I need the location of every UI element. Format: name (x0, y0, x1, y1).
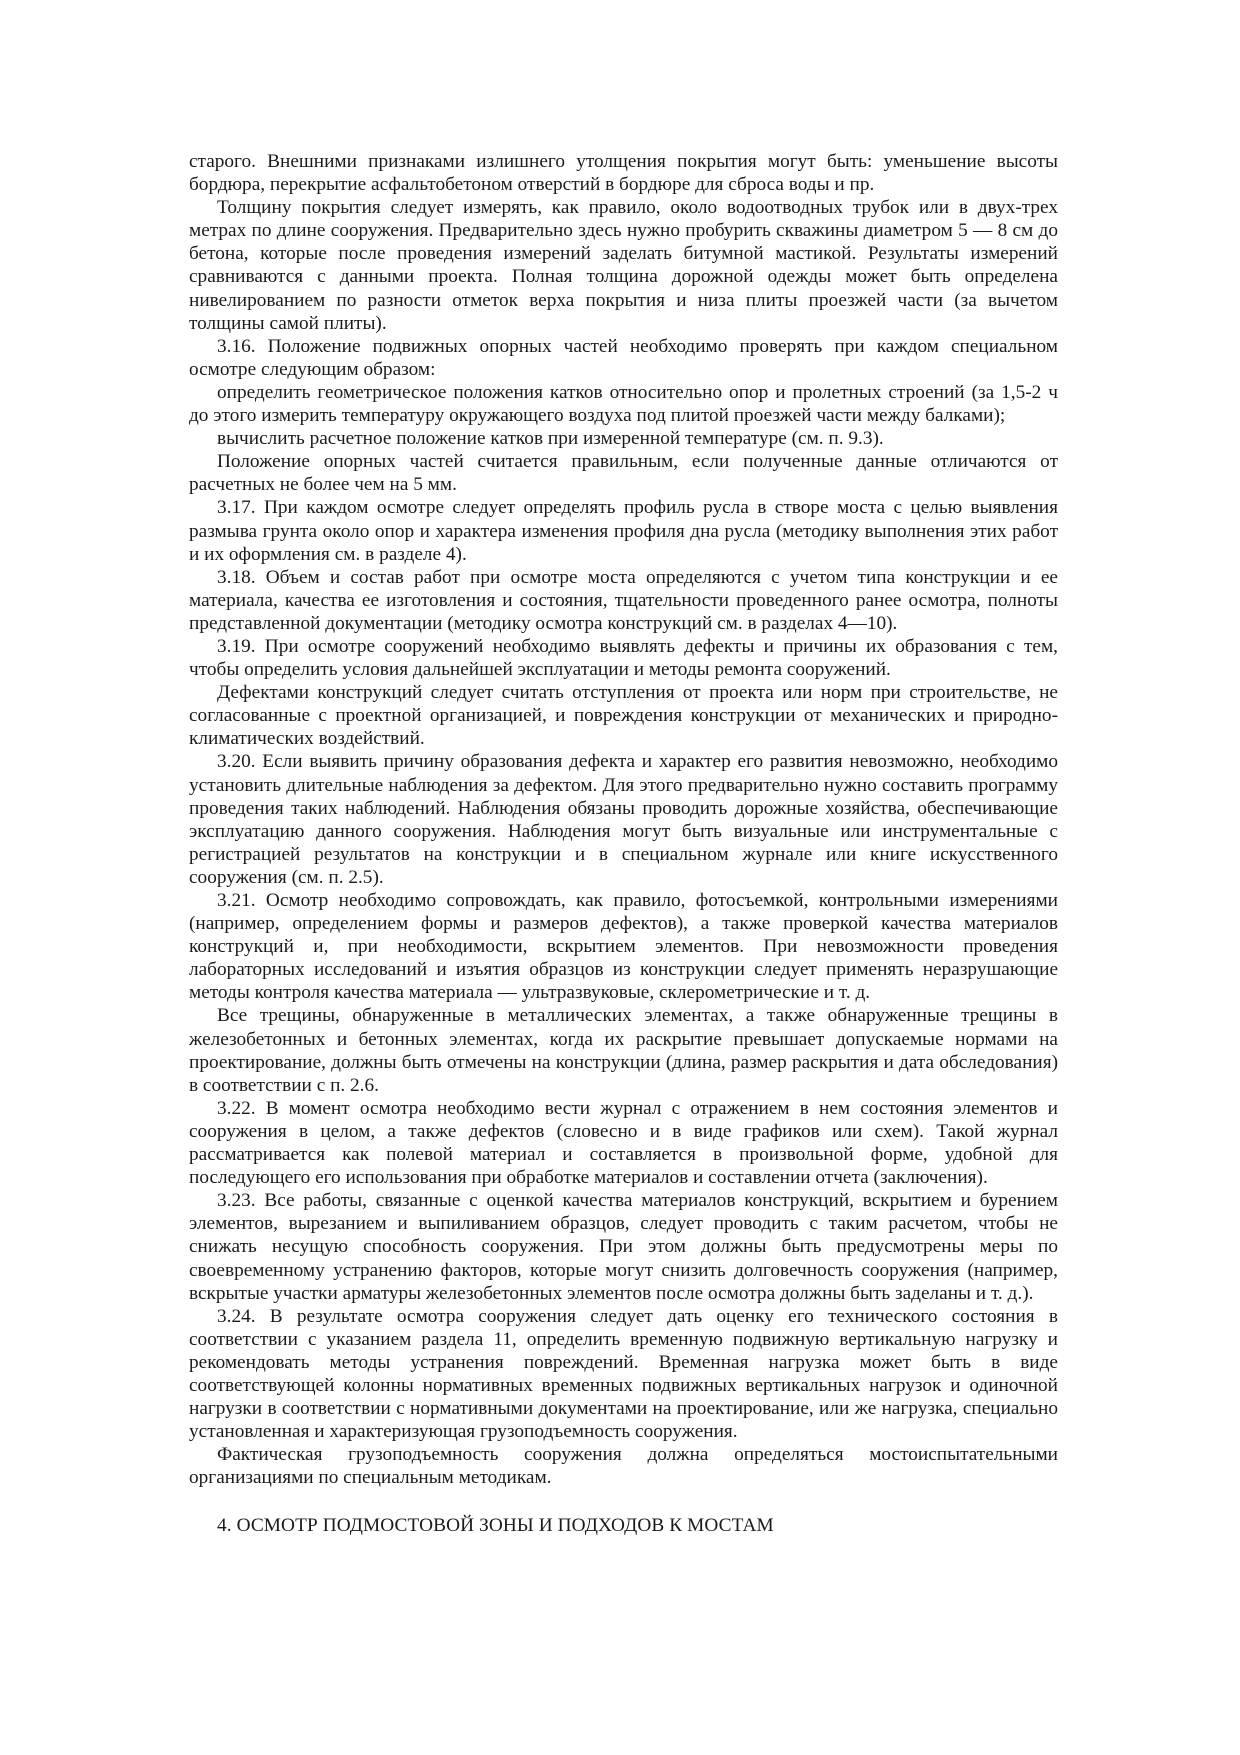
paragraph-3-18: 3.18. Объем и состав работ при осмотре моста определяются с учетом типа конструкции и ее материала, качества ее изготовления и состояния, тщательности проведенного ранее осмотра, полноты представленной документации (методику осмотра конструкций см. в разделах 4—10). (189, 566, 1058, 634)
paragraph-load-capacity: Фактическая грузоподъемность сооружения должна определяться мостоиспытательными организациями по специальным методикам. (189, 1444, 1058, 1489)
paragraph-bearing-position: Положение опорных частей считается правильным, если полученные данные отличаются от расчетных не более чем на 5 мм. (189, 451, 1058, 496)
paragraph-3-21: 3.21. Осмотр необходимо сопровождать, как правило, фотосъемкой, контрольными измерениями (например, определением формы и размеров дефектов), а также проверкой качества материалов конструкций и, при необходимости, вскрытием элементов. При невозможности проведения лабораторных исследований и изъятия образцов из конструкции следует применять неразрушающие методы контроля качества материала — ультразвуковые, склерометрические и т. д. (189, 890, 1058, 1004)
paragraph-cracks: Все трещины, обнаруженные в металлических элементах, а также обнаруженные трещины в железобетонных и бетонных элементах, когда их раскрытие превышает допускаемые нормами на проектирование, должны быть отмечены на конструкции (длина, размер раскрытия и дата обследования) в соответствии с п. 2.6. (189, 1005, 1058, 1096)
list-item-calculate-position: вычислить расчетное положение катков при измеренной температуре (см. п. 9.3). (217, 428, 884, 450)
list-item-determine-position: определить геометрическое положения катков относительно опор и пролетных строений (за 1,5-2 ч до этого измерить температуру окружающего воздуха под плитой проезжей части между балками); (189, 381, 1058, 427)
paragraph-3-23: 3.23. Все работы, связанные с оценкой качества материалов конструкций, вскрытием и бурением элементов, вырезанием и выпиливанием образцов, следует проводить с таким расчетом, чтобы не снижать несущую способность сооружения. При этом должны быть предусмотрены меры по своевременному устранению факторов, которые могут снизить долговечность сооружения (например, вскрытые участки арматуры железобетонных элементов после осмотра должны быть заделаны и т. д.). (189, 1190, 1058, 1304)
paragraph-coating-thickness: Толщину покрытия следует измерять, как правило, около водоотводных трубок или в двух-трех метрах по длине сооружения. Предварительно здесь нужно пробурить скважины диаметром 5 — 8 см до бетона, которые после проведения измерений заделать битумной мастикой. Результаты измерений сравниваются с данными проекта. Полная толщина дорожной одежды может быть определена нивелированием по разности отметок верха покрытия и низа плиты проезжей части (за вычетом толщины самой плиты). (189, 197, 1058, 334)
paragraph-defects: Дефектами конструкций следует считать отступления от проекта или норм при строительстве, не согласованные с проектной организацией, и повреждения конструкции от механических и природно-климатических воздействий. (189, 682, 1058, 750)
paragraph-3-16: 3.16. Положение подвижных опорных частей необходимо проверять при каждом специальном осмотре следующим образом: (189, 335, 1058, 380)
paragraph-continuation: старого. Внешними признаками излишнего утолщения покрытия могут быть: уменьшение высоты бордюра, перекрытие асфальтобетоном отверстий в бордюре для сброса воды и пр. (189, 151, 1058, 196)
section-heading: 4. ОСМОТР ПОДМОСТОВОЙ ЗОНЫ И ПОДХОДОВ К МОСТАМ (217, 1515, 774, 1537)
paragraph-3-20: 3.20. Если выявить причину образования дефекта и характер его развития невозможно, необходимо установить длительные наблюдения за дефектом. Для этого предварительно нужно составить программу проведения таких наблюдений. Наблюдения обязаны проводить дорожные хозяйства, обеспечивающие эксплуатацию данного сооружения. Наблюдения могут быть визуальные или инструментальные с регистрацией результатов на конструкции и в специальном журнале или книге искусственного сооружения (см. п. 2.5). (189, 751, 1058, 888)
paragraph-3-22: 3.22. В момент осмотра необходимо вести журнал с отражением в нем состояния элементов и сооружения в целом, а также дефектов (словесно и в виде графиков или схем). Такой журнал рассматривается как полевой материал и составляется в произвольной форме, удобной для последующего его использования при обработке материалов и составлении отчета (заключения). (189, 1097, 1058, 1189)
paragraph-3-19: 3.19. При осмотре сооружений необходимо выявлять дефекты и причины их образования с тем, чтобы определить условия дальнейшей эксплуатации и методы ремонта сооружений. (189, 635, 1058, 681)
paragraph-3-24: 3.24. В результате осмотра сооружения следует дать оценку его технического состояния в соответствии с указанием раздела 11, определить временную подвижную вертикальную нагрузку и рекомендовать методы устранения повреждений. Временная нагрузка может быть в виде соответствующей колонны нормативных временных подвижных вертикальных нагрузок и одиночной нагрузки в соответствии с нормативными документами на проектирование, или же нагрузка, специально установленная и характеризующая грузоподъемность сооружения. (189, 1305, 1058, 1443)
paragraph-3-17: 3.17. При каждом осмотре следует определять профиль русла в створе моста с целью выявления размыва грунта около опор и характера изменения профиля дна русла (методику выполнения этих работ и их оформления см. в разделе 4). (189, 497, 1058, 565)
document-page (189, 150, 1058, 1538)
